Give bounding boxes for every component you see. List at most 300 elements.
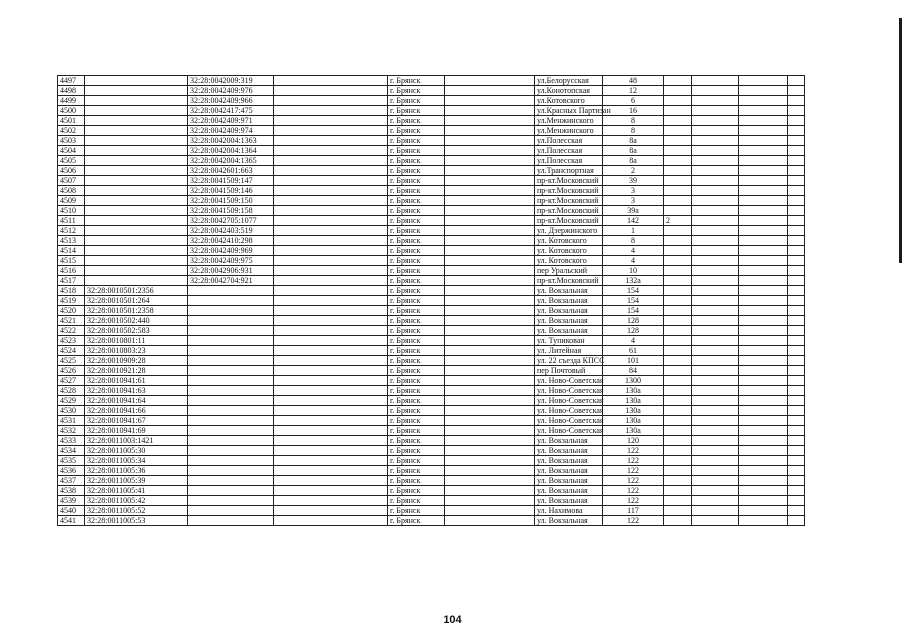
house-number-cell: 8 [603, 116, 664, 126]
cadastral-number-alt-cell: 32:28:0042409:971 [188, 116, 274, 126]
table-row [58, 166, 805, 176]
cadastral-number-cell: 32:28:0010921:28 [85, 366, 188, 376]
table-row [58, 506, 805, 516]
empty-cell [445, 106, 535, 116]
street-cell: ул. Дзержинского [535, 226, 603, 236]
empty-cell [274, 516, 388, 526]
empty-cell [739, 516, 788, 526]
house-number-cell: 8 [603, 236, 664, 246]
city-cell: г. Брянск [388, 326, 445, 336]
empty-cell [692, 386, 739, 396]
table-row [58, 156, 805, 166]
empty-cell [788, 456, 805, 466]
city-cell: г. Брянск [388, 306, 445, 316]
city-cell: г. Брянск [388, 236, 445, 246]
city-cell: г. Брянск [388, 226, 445, 236]
row-number-cell: 4529 [58, 396, 85, 406]
row-number-cell: 4530 [58, 406, 85, 416]
cadastral-number-alt-cell [188, 446, 274, 456]
cadastral-number-alt-cell: 32:28:0041509:147 [188, 176, 274, 186]
row-number-cell: 4515 [58, 256, 85, 266]
table-row [58, 496, 805, 506]
row-number-cell: 4534 [58, 446, 85, 456]
cadastral-number-cell [85, 256, 188, 266]
empty-cell [274, 416, 388, 426]
empty-cell [692, 326, 739, 336]
city-cell: г. Брянск [388, 86, 445, 96]
street-cell: ул.Полесская [535, 146, 603, 156]
cadastral-number-alt-cell [188, 286, 274, 296]
empty-cell [739, 506, 788, 516]
cadastral-number-alt-cell: 32:28:0041509:150 [188, 196, 274, 206]
empty-cell [274, 496, 388, 506]
empty-cell [788, 286, 805, 296]
city-cell: г. Брянск [388, 516, 445, 526]
extra-cell [664, 466, 692, 476]
table-row [58, 216, 805, 226]
extra-cell [664, 166, 692, 176]
cadastral-number-alt-cell: 32:28:0042409:966 [188, 96, 274, 106]
registry-table [57, 75, 805, 526]
city-cell: г. Брянск [388, 416, 445, 426]
empty-cell [692, 376, 739, 386]
empty-cell [788, 136, 805, 146]
cadastral-number-alt-cell [188, 296, 274, 306]
city-cell: г. Брянск [388, 156, 445, 166]
city-cell: г. Брянск [388, 476, 445, 486]
cadastral-number-cell [85, 246, 188, 256]
empty-cell [788, 336, 805, 346]
empty-cell [788, 276, 805, 286]
empty-cell [739, 226, 788, 236]
street-cell: пр-кт.Московский [535, 276, 603, 286]
empty-cell [788, 306, 805, 316]
cadastral-number-alt-cell [188, 346, 274, 356]
empty-cell [739, 246, 788, 256]
empty-cell [445, 156, 535, 166]
row-number-cell: 4503 [58, 136, 85, 146]
street-cell: ул.Белорусская [535, 76, 603, 86]
cadastral-number-cell: 32:28:0010941:66 [85, 406, 188, 416]
empty-cell [788, 366, 805, 376]
empty-cell [274, 376, 388, 386]
empty-cell [445, 176, 535, 186]
empty-cell [739, 216, 788, 226]
house-number-cell: 8а [603, 146, 664, 156]
city-cell: г. Брянск [388, 496, 445, 506]
extra-cell [664, 336, 692, 346]
street-cell: пр-кт.Московский [535, 176, 603, 186]
empty-cell [788, 506, 805, 516]
empty-cell [274, 436, 388, 446]
cadastral-number-alt-cell [188, 366, 274, 376]
cadastral-number-cell [85, 266, 188, 276]
city-cell: г. Брянск [388, 406, 445, 416]
empty-cell [692, 366, 739, 376]
cadastral-number-cell [85, 166, 188, 176]
empty-cell [274, 366, 388, 376]
empty-cell [788, 436, 805, 446]
cadastral-number-alt-cell [188, 486, 274, 496]
table-row [58, 316, 805, 326]
empty-cell [692, 306, 739, 316]
table-row [58, 336, 805, 346]
house-number-cell: 130а [603, 406, 664, 416]
city-cell: г. Брянск [388, 166, 445, 176]
house-number-cell: 39 [603, 176, 664, 186]
house-number-cell: 142 [603, 216, 664, 226]
house-number-cell: 8а [603, 136, 664, 146]
row-number-cell: 4514 [58, 246, 85, 256]
empty-cell [692, 496, 739, 506]
empty-cell [739, 266, 788, 276]
empty-cell [739, 296, 788, 306]
empty-cell [692, 346, 739, 356]
cadastral-number-cell [85, 126, 188, 136]
city-cell: г. Брянск [388, 446, 445, 456]
cadastral-number-cell: 32:28:0011005:36 [85, 466, 188, 476]
empty-cell [445, 276, 535, 286]
cadastral-number-cell [85, 176, 188, 186]
street-cell: ул. Вокзальная [535, 516, 603, 526]
house-number-cell: 1300 [603, 376, 664, 386]
cadastral-number-alt-cell: 32:28:0042409:976 [188, 86, 274, 96]
house-number-cell: 130а [603, 396, 664, 406]
empty-cell [739, 206, 788, 216]
table-row [58, 376, 805, 386]
cadastral-number-cell [85, 146, 188, 156]
empty-cell [274, 106, 388, 116]
city-cell: г. Брянск [388, 506, 445, 516]
house-number-cell: 128 [603, 326, 664, 336]
extra-cell [664, 256, 692, 266]
empty-cell [274, 456, 388, 466]
empty-cell [788, 216, 805, 226]
empty-cell [692, 506, 739, 516]
empty-cell [788, 226, 805, 236]
empty-cell [788, 386, 805, 396]
street-cell: ул.Менжинского [535, 126, 603, 136]
street-cell: ул. Котовского [535, 256, 603, 266]
row-number-cell: 4522 [58, 326, 85, 336]
cadastral-number-alt-cell: 32:28:0042704:921 [188, 276, 274, 286]
empty-cell [274, 126, 388, 136]
row-number-cell: 4537 [58, 476, 85, 486]
extra-cell [664, 456, 692, 466]
extra-cell [664, 316, 692, 326]
empty-cell [739, 96, 788, 106]
house-number-cell: 84 [603, 366, 664, 376]
row-number-cell: 4505 [58, 156, 85, 166]
empty-cell [788, 466, 805, 476]
cadastral-number-cell: 32:28:0011005:53 [85, 516, 188, 526]
street-cell: ул. Вокзальная [535, 296, 603, 306]
empty-cell [692, 106, 739, 116]
street-cell: ул. Котовского [535, 236, 603, 246]
empty-cell [739, 86, 788, 96]
house-number-cell: 3 [603, 186, 664, 196]
extra-cell [664, 406, 692, 416]
city-cell: г. Брянск [388, 196, 445, 206]
empty-cell [274, 236, 388, 246]
table-row [58, 266, 805, 276]
empty-cell [788, 166, 805, 176]
empty-cell [788, 266, 805, 276]
empty-cell [445, 76, 535, 86]
row-number-cell: 4502 [58, 126, 85, 136]
empty-cell [692, 246, 739, 256]
empty-cell [445, 486, 535, 496]
street-cell: ул. Вокзальная [535, 306, 603, 316]
cadastral-number-alt-cell: 32:28:0041509:158 [188, 206, 274, 216]
empty-cell [274, 96, 388, 106]
house-number-cell: 6 [603, 96, 664, 106]
row-number-cell: 4539 [58, 496, 85, 506]
extra-cell [664, 186, 692, 196]
house-number-cell: 130а [603, 416, 664, 426]
city-cell: г. Брянск [388, 436, 445, 446]
cadastral-number-alt-cell: 32:28:0042409:975 [188, 256, 274, 266]
empty-cell [274, 256, 388, 266]
table-row [58, 396, 805, 406]
empty-cell [274, 196, 388, 206]
row-number-cell: 4525 [58, 356, 85, 366]
empty-cell [788, 186, 805, 196]
city-cell: г. Брянск [388, 386, 445, 396]
cadastral-number-cell: 32:28:0011005:42 [85, 496, 188, 506]
empty-cell [274, 386, 388, 396]
empty-cell [739, 126, 788, 136]
street-cell: ул. Литейная [535, 346, 603, 356]
cadastral-number-alt-cell [188, 416, 274, 426]
empty-cell [739, 186, 788, 196]
empty-cell [692, 296, 739, 306]
row-number-cell: 4528 [58, 386, 85, 396]
row-number-cell: 4507 [58, 176, 85, 186]
empty-cell [445, 406, 535, 416]
empty-cell [788, 296, 805, 306]
extra-cell [664, 76, 692, 86]
cadastral-number-alt-cell: 32:28:0042409:969 [188, 246, 274, 256]
table-row [58, 206, 805, 216]
cadastral-number-alt-cell: 32:28:0042004:1364 [188, 146, 274, 156]
empty-cell [739, 426, 788, 436]
cadastral-number-alt-cell: 32:28:0042601:663 [188, 166, 274, 176]
empty-cell [445, 86, 535, 96]
empty-cell [445, 456, 535, 466]
table-row [58, 486, 805, 496]
empty-cell [692, 96, 739, 106]
table-row [58, 356, 805, 366]
empty-cell [739, 466, 788, 476]
cadastral-number-alt-cell [188, 406, 274, 416]
empty-cell [788, 426, 805, 436]
empty-cell [445, 366, 535, 376]
empty-cell [692, 146, 739, 156]
table-row [58, 96, 805, 106]
empty-cell [445, 206, 535, 216]
row-number-cell: 4516 [58, 266, 85, 276]
empty-cell [445, 136, 535, 146]
cadastral-number-cell [85, 236, 188, 246]
extra-cell [664, 176, 692, 186]
empty-cell [445, 426, 535, 436]
street-cell: ул.Менжинского [535, 116, 603, 126]
empty-cell [274, 306, 388, 316]
cadastral-number-cell [85, 76, 188, 86]
city-cell: г. Брянск [388, 266, 445, 276]
cadastral-number-alt-cell: 32:28:0042409:974 [188, 126, 274, 136]
empty-cell [739, 116, 788, 126]
house-number-cell: 128 [603, 316, 664, 326]
empty-cell [739, 346, 788, 356]
empty-cell [788, 376, 805, 386]
empty-cell [788, 246, 805, 256]
house-number-cell: 4 [603, 336, 664, 346]
empty-cell [692, 466, 739, 476]
empty-cell [739, 496, 788, 506]
cadastral-number-cell: 32:28:0011005:30 [85, 446, 188, 456]
city-cell: г. Брянск [388, 396, 445, 406]
city-cell: г. Брянск [388, 116, 445, 126]
empty-cell [788, 206, 805, 216]
city-cell: г. Брянск [388, 426, 445, 436]
empty-cell [788, 486, 805, 496]
table-row [58, 116, 805, 126]
house-number-cell: 8а [603, 156, 664, 166]
city-cell: г. Брянск [388, 356, 445, 366]
street-cell: ул. Вокзальная [535, 466, 603, 476]
street-cell: пр-кт.Московский [535, 216, 603, 226]
empty-cell [788, 416, 805, 426]
row-number-cell: 4533 [58, 436, 85, 446]
empty-cell [274, 426, 388, 436]
empty-cell [445, 306, 535, 316]
extra-cell [664, 326, 692, 336]
cadastral-number-cell: 32:28:0010941:69 [85, 426, 188, 436]
empty-cell [739, 316, 788, 326]
cadastral-number-cell: 32:28:0011005:41 [85, 486, 188, 496]
cadastral-number-cell [85, 156, 188, 166]
empty-cell [739, 416, 788, 426]
extra-cell [664, 396, 692, 406]
cadastral-number-alt-cell: 32:28:0042417:475 [188, 106, 274, 116]
cadastral-number-cell: 32:28:0010941:63 [85, 386, 188, 396]
empty-cell [445, 496, 535, 506]
street-cell: ул.Красных Партизан [535, 106, 603, 116]
street-cell: пр-кт.Московский [535, 196, 603, 206]
empty-cell [692, 426, 739, 436]
empty-cell [445, 186, 535, 196]
table-row [58, 306, 805, 316]
empty-cell [739, 376, 788, 386]
empty-cell [739, 256, 788, 266]
empty-cell [445, 346, 535, 356]
table-row [58, 236, 805, 246]
empty-cell [274, 216, 388, 226]
house-number-cell: 8 [603, 126, 664, 136]
empty-cell [739, 326, 788, 336]
extra-cell [664, 196, 692, 206]
empty-cell [692, 456, 739, 466]
row-number-cell: 4511 [58, 216, 85, 226]
empty-cell [692, 86, 739, 96]
empty-cell [788, 496, 805, 506]
cadastral-number-alt-cell: 32:28:0042403:519 [188, 226, 274, 236]
city-cell: г. Брянск [388, 176, 445, 186]
empty-cell [788, 406, 805, 416]
row-number-cell: 4526 [58, 366, 85, 376]
house-number-cell: 16 [603, 106, 664, 116]
cadastral-number-cell: 32:28:0011005:52 [85, 506, 188, 516]
empty-cell [692, 256, 739, 266]
house-number-cell: 4 [603, 256, 664, 266]
table-row [58, 346, 805, 356]
empty-cell [445, 386, 535, 396]
extra-cell [664, 146, 692, 156]
extra-cell [664, 246, 692, 256]
empty-cell [692, 336, 739, 346]
empty-cell [788, 236, 805, 246]
extra-cell [664, 366, 692, 376]
empty-cell [739, 176, 788, 186]
empty-cell [274, 326, 388, 336]
empty-cell [692, 316, 739, 326]
empty-cell [445, 116, 535, 126]
house-number-cell: 154 [603, 306, 664, 316]
row-number-cell: 4540 [58, 506, 85, 516]
row-number-cell: 4512 [58, 226, 85, 236]
empty-cell [739, 366, 788, 376]
extra-cell [664, 476, 692, 486]
extra-cell [664, 356, 692, 366]
city-cell: г. Брянск [388, 76, 445, 86]
extra-cell [664, 266, 692, 276]
street-cell: пр-кт.Московский [535, 206, 603, 216]
empty-cell [739, 486, 788, 496]
empty-cell [274, 206, 388, 216]
city-cell: г. Брянск [388, 96, 445, 106]
street-cell: ул. Вокзальная [535, 326, 603, 336]
extra-cell [664, 346, 692, 356]
row-number-cell: 4531 [58, 416, 85, 426]
row-number-cell: 4501 [58, 116, 85, 126]
row-number-cell: 4508 [58, 186, 85, 196]
empty-cell [788, 176, 805, 186]
city-cell: г. Брянск [388, 286, 445, 296]
empty-cell [445, 286, 535, 296]
city-cell: г. Брянск [388, 146, 445, 156]
empty-cell [788, 116, 805, 126]
house-number-cell: 122 [603, 476, 664, 486]
empty-cell [788, 316, 805, 326]
city-cell: г. Брянск [388, 486, 445, 496]
empty-cell [274, 186, 388, 196]
cadastral-number-alt-cell [188, 306, 274, 316]
extra-cell: 2 [664, 216, 692, 226]
house-number-cell: 132а [603, 276, 664, 286]
empty-cell [692, 156, 739, 166]
cadastral-number-alt-cell: 32:28:0041509:146 [188, 186, 274, 196]
row-number-cell: 4509 [58, 196, 85, 206]
empty-cell [692, 476, 739, 486]
row-number-cell: 4541 [58, 516, 85, 526]
row-number-cell: 4499 [58, 96, 85, 106]
table-row [58, 226, 805, 236]
empty-cell [445, 126, 535, 136]
city-cell: г. Брянск [388, 296, 445, 306]
extra-cell [664, 486, 692, 496]
